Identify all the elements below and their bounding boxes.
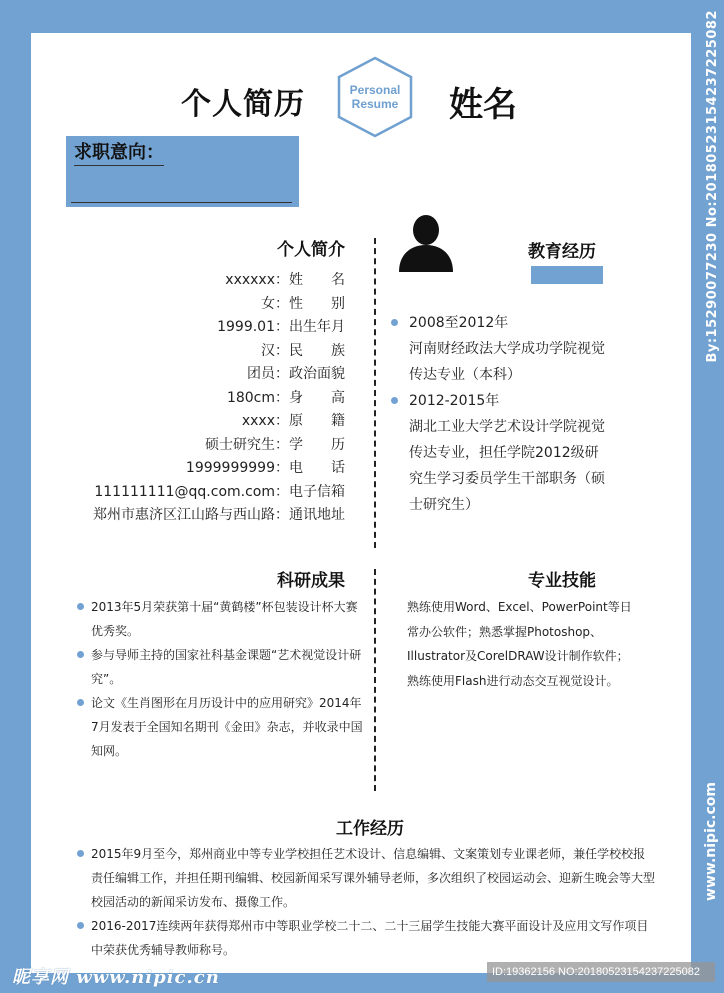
profile-value: 硕士研究生 [205,436,275,453]
side-watermark-url: www.nipic.com [703,782,719,901]
job-objective-underline [71,202,292,203]
research-section-title: 科研成果 [277,571,345,591]
education-section-title: 教育经历 [528,242,596,262]
profile-key: 性别 [289,295,345,312]
nipic-logo-watermark: 昵享网 www.nipic.cn [12,967,220,988]
profile-key: 学历 [289,436,345,453]
education-list [391,310,611,518]
research-item: 参与导师主持的国家社科基金课题“艺术视觉设计研究”。 [77,643,363,691]
resume-page [31,33,691,973]
education-desc: 湖北工业大学艺术设计学院视觉传达专业，担任学院2012级研究生学习委员学生干部职务（硕士研究生） [409,419,605,513]
skills-text: 熟练使用Word、Excel、PowerPoint等日常办公软件；熟悉掌握Photoshop、Illustrator及CorelDRAW设计制作软件；熟练使用Flash进行动态交互视觉设计。 [407,600,632,688]
profile-value: xxxxxx [225,272,275,288]
research-item: 2013年5月荣获第十届“黄鹤楼”杯包装设计杯大赛优秀奖。 [77,595,363,643]
profile-row-origin: xxxx：原籍 [93,410,345,434]
work-item: 2015年9月至今，郑州商业中等专业学校担任艺术设计、信息编辑、文案策划专业课老师，兼任学校校报责任编辑工作，并担任期刊编辑、校园新闻采写课外辅导老师，多次组织了校园运动会、迎新生晚会等大型校园活动的新闻采访发布、摄像工作。 [77,842,657,914]
profile-value: 1999.01 [217,319,275,335]
profile-key: 民族 [289,342,345,359]
image-id-watermark: ID:19362156 NO:20180523154237225082 [487,962,715,982]
column-divider-top [374,238,376,548]
side-watermark-text: By:15290077230 No:20180523154237225082 [705,10,720,363]
education-accent-bar [531,266,603,284]
profile-value: 女 [261,295,275,312]
education-period: 2012-2015年 [409,393,500,409]
profile-key: 姓名 [289,272,345,288]
badge-line-2: Resume [351,97,399,111]
profile-key: 身高 [289,389,345,406]
job-objective-label: 求职意向： [74,142,164,166]
profile-row-degree: 硕士研究生：学历 [93,434,345,458]
education-period: 2008至2012年 [409,315,509,331]
profile-value: 1999999999 [185,460,275,476]
work-list [77,842,657,962]
column-divider-bottom [374,569,376,791]
badge-line-1: Personal [349,83,401,97]
profile-row-political: 团员：政治面貌 [93,363,345,387]
skills-section-title: 专业技能 [528,571,596,591]
profile-row-phone: 1999999999：电话 [93,457,345,481]
work-item: 2016-2017连续两年获得郑州市中等职业学校二十二、二十三届学生技能大赛平面设计及应用文写作项目中荣获优秀辅导教师称号。 [77,914,657,962]
profile-row-ethnicity: 汉：民族 [93,340,345,364]
resume-title: 个人简历 [181,87,305,122]
education-desc: 河南财经政法大学成功学院视觉传达专业（本科） [409,341,605,383]
profile-value: 111111111@qq.com.com [94,483,275,500]
profile-key: 出生年月 [289,319,345,335]
profile-value: 团员 [247,366,275,382]
profile-value: 汉 [261,342,275,359]
profile-key: 电话 [289,460,345,476]
profile-row-gender: 女：性别 [93,293,345,317]
profile-row-address: 郑州市惠济区江山路与西山路：通讯地址 [93,504,345,528]
profile-key: 原籍 [289,413,345,429]
profile-row-email: 111111111@qq.com.com：电子信箱 [93,481,345,505]
profile-list [93,269,345,528]
work-section-title: 工作经历 [336,819,404,839]
candidate-name: 姓名 [449,85,517,125]
profile-section-title: 个人简介 [277,240,345,260]
profile-key: 通讯地址 [289,507,345,523]
education-item [391,388,611,518]
profile-key: 电子信箱 [289,483,345,500]
person-avatar-icon [397,214,455,274]
profile-value: xxxx [241,413,275,429]
education-item [391,310,611,388]
profile-value: 郑州市惠济区江山路与西山路 [93,507,275,523]
profile-row-height: 180cm：身高 [93,387,345,411]
research-item: 论文《生肖图形在月历设计中的应用研究》2014年7月发表于全国知名期刊《金田》杂志，并收录中国知网。 [77,691,363,763]
research-list [77,595,363,763]
personal-resume-badge [334,83,416,111]
profile-row-birth: 1999.01：出生年月 [93,316,345,340]
job-objective-box [66,136,299,207]
profile-row-name: xxxxxx：姓名 [93,269,345,293]
profile-key: 政治面貌 [289,366,345,382]
profile-value: 180cm [226,389,275,406]
